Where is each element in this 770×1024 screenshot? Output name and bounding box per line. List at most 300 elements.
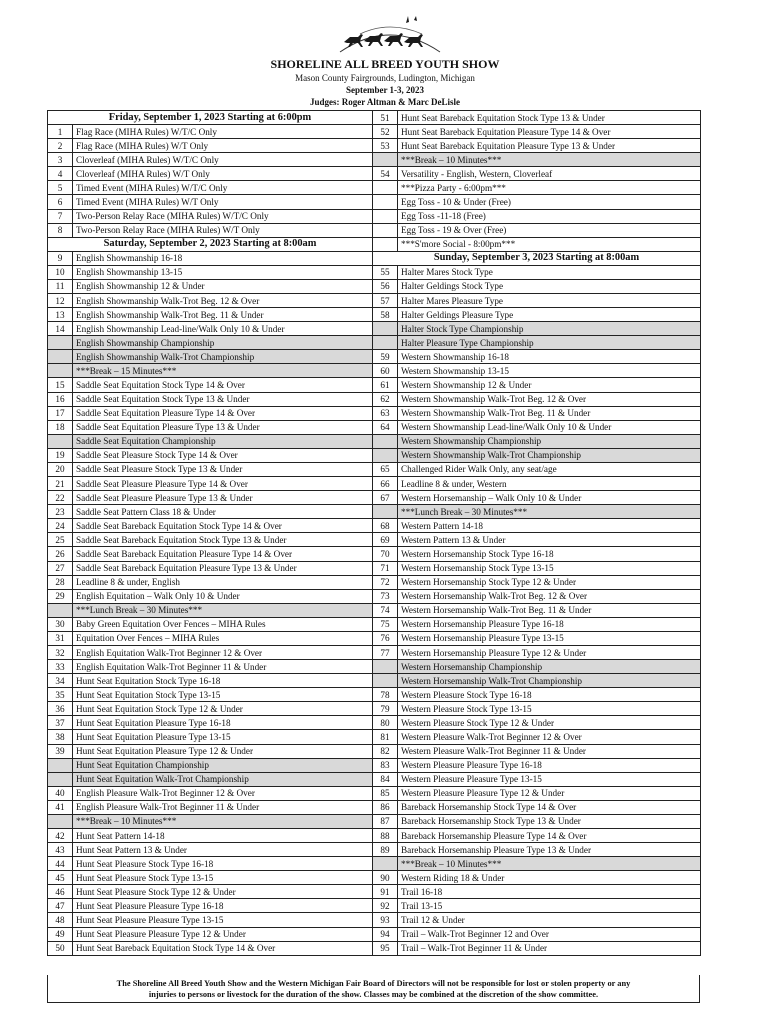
schedule-row bbox=[48, 111, 701, 125]
class-name: Trail – Walk-Trot Beginner 12 and Over bbox=[398, 927, 701, 941]
class-name: Hunt Seat Pleasure Pleasure Type 12 & Under bbox=[73, 927, 373, 941]
class-number: 66 bbox=[373, 477, 398, 491]
class-name: Western Pleasure Pleasure Type 16-18 bbox=[398, 758, 701, 772]
class-number: 48 bbox=[48, 913, 73, 927]
schedule-row bbox=[48, 392, 701, 406]
class-number: 88 bbox=[373, 828, 398, 842]
schedule-row bbox=[48, 308, 701, 322]
schedule-row bbox=[48, 167, 701, 181]
class-number: 32 bbox=[48, 645, 73, 659]
class-number: 49 bbox=[48, 927, 73, 941]
break-or-championship-label: English Showmanship Championship bbox=[73, 336, 373, 350]
class-number: 25 bbox=[48, 533, 73, 547]
schedule-row bbox=[48, 800, 701, 814]
class-number: 47 bbox=[48, 899, 73, 913]
class-name: Versatility - English, Western, Cloverleaf bbox=[398, 167, 701, 181]
class-name: Hunt Seat Pattern 14-18 bbox=[73, 828, 373, 842]
class-name: Bareback Horsemanship Pleasure Type 13 & Under bbox=[398, 843, 701, 857]
schedule-row bbox=[48, 519, 701, 533]
class-name: Hunt Seat Pleasure Pleasure Type 13-15 bbox=[73, 913, 373, 927]
class-number: 40 bbox=[48, 786, 73, 800]
class-name: Trail 12 & Under bbox=[398, 913, 701, 927]
class-number: 95 bbox=[373, 941, 398, 955]
class-name: Hunt Seat Pleasure Stock Type 16-18 bbox=[73, 857, 373, 871]
class-name: Saddle Seat Pleasure Pleasure Type 14 & Over bbox=[73, 477, 373, 491]
schedule-row bbox=[48, 505, 701, 519]
class-number: 21 bbox=[48, 477, 73, 491]
schedule-row bbox=[48, 533, 701, 547]
class-name: Trail 16-18 bbox=[398, 885, 701, 899]
class-name: Western Pattern 14-18 bbox=[398, 519, 701, 533]
class-number: 75 bbox=[373, 617, 398, 631]
class-number: 10 bbox=[48, 265, 73, 279]
class-name: Flag Race (MIHA Rules) W/T/C Only bbox=[73, 125, 373, 139]
class-number bbox=[373, 505, 398, 519]
class-name: Bareback Horsemanship Pleasure Type 14 & Over bbox=[398, 828, 701, 842]
class-name: Saddle Seat Pattern Class 18 & Under bbox=[73, 505, 373, 519]
schedule-row bbox=[48, 561, 701, 575]
class-number: 92 bbox=[373, 899, 398, 913]
class-name: Western Pleasure Stock Type 12 & Under bbox=[398, 716, 701, 730]
class-name: Western Showmanship Walk-Trot Beg. 11 & Under bbox=[398, 406, 701, 420]
schedule-row bbox=[48, 828, 701, 842]
class-number: 79 bbox=[373, 702, 398, 716]
class-name: Western Horsemanship Pleasure Type 12 & Under bbox=[398, 645, 701, 659]
class-number: 60 bbox=[373, 364, 398, 378]
class-name: Hunt Seat Bareback Equitation Stock Type 14 & Over bbox=[73, 941, 373, 955]
class-number: 74 bbox=[373, 603, 398, 617]
day-heading: Friday, September 1, 2023 Starting at 6:00pm bbox=[48, 111, 373, 125]
class-number: 16 bbox=[48, 392, 73, 406]
class-name: Hunt Seat Equitation Pleasure Type 13-15 bbox=[73, 730, 373, 744]
schedule-row bbox=[48, 899, 701, 913]
horses-running-logo bbox=[330, 12, 450, 56]
class-number: 50 bbox=[48, 941, 73, 955]
class-name: English Showmanship 12 & Under bbox=[73, 279, 373, 293]
class-number: 64 bbox=[373, 420, 398, 434]
schedule-row bbox=[48, 251, 701, 265]
class-number: 83 bbox=[373, 758, 398, 772]
class-number: 52 bbox=[373, 125, 398, 139]
class-number: 37 bbox=[48, 716, 73, 730]
class-name: Hunt Seat Equitation Pleasure Type 12 & Under bbox=[73, 744, 373, 758]
class-number: 2 bbox=[48, 139, 73, 153]
class-name: English Showmanship Walk-Trot Beg. 11 & Under bbox=[73, 308, 373, 322]
class-number bbox=[373, 181, 398, 195]
break-or-championship-label: English Showmanship Walk-Trot Championship bbox=[73, 350, 373, 364]
class-name: English Pleasure Walk-Trot Beginner 12 & Over bbox=[73, 786, 373, 800]
class-name: Western Pattern 13 & Under bbox=[398, 533, 701, 547]
class-name: Flag Race (MIHA Rules) W/T Only bbox=[73, 139, 373, 153]
show-venue: Mason County Fairgrounds, Ludington, Michigan bbox=[295, 73, 475, 83]
class-name: Saddle Seat Equitation Pleasure Type 13 & Under bbox=[73, 420, 373, 434]
class-number: 15 bbox=[48, 378, 73, 392]
class-name: Bareback Horsemanship Stock Type 14 & Over bbox=[398, 800, 701, 814]
class-name: Western Pleasure Stock Type 16-18 bbox=[398, 688, 701, 702]
class-number bbox=[373, 674, 398, 688]
class-name: ***Pizza Party - 6:00pm*** bbox=[398, 181, 701, 195]
class-name: Hunt Seat Equitation Pleasure Type 16-18 bbox=[73, 716, 373, 730]
class-number: 59 bbox=[373, 350, 398, 364]
break-or-championship-label: ***Break – 10 Minutes*** bbox=[73, 814, 373, 828]
schedule-row bbox=[48, 491, 701, 505]
schedule-row bbox=[48, 462, 701, 476]
class-name: Hunt Seat Pattern 13 & Under bbox=[73, 843, 373, 857]
show-title: SHORELINE ALL BREED YOUTH SHOW bbox=[270, 57, 500, 71]
class-number bbox=[373, 660, 398, 674]
class-name: English Equitation Walk-Trot Beginner 11 & Under bbox=[73, 660, 373, 674]
schedule-row bbox=[48, 814, 701, 828]
schedule-row bbox=[48, 589, 701, 603]
class-number: 14 bbox=[48, 322, 73, 336]
class-number: 63 bbox=[373, 406, 398, 420]
class-name: Cloverleaf (MIHA Rules) W/T/C Only bbox=[73, 153, 373, 167]
class-name: Two-Person Relay Race (MIHA Rules) W/T/C Only bbox=[73, 209, 373, 223]
schedule-row bbox=[48, 223, 701, 237]
schedule-row bbox=[48, 195, 701, 209]
class-number: 43 bbox=[48, 843, 73, 857]
class-number: 51 bbox=[373, 111, 398, 125]
class-number: 9 bbox=[48, 251, 73, 265]
class-name: Western Horsemanship Pleasure Type 13-15 bbox=[398, 631, 701, 645]
class-name: Halter Geldings Stock Type bbox=[398, 279, 701, 293]
class-name: Hunt Seat Pleasure Pleasure Type 16-18 bbox=[73, 899, 373, 913]
class-number: 33 bbox=[48, 660, 73, 674]
class-number: 26 bbox=[48, 547, 73, 561]
class-number: 22 bbox=[48, 491, 73, 505]
class-number: 81 bbox=[373, 730, 398, 744]
class-number bbox=[373, 153, 398, 167]
schedule-row bbox=[48, 786, 701, 800]
class-number: 68 bbox=[373, 519, 398, 533]
class-name: Bareback Horsemanship Stock Type 13 & Under bbox=[398, 814, 701, 828]
class-number: 13 bbox=[48, 308, 73, 322]
class-name: Saddle Seat Bareback Equitation Stock Type 14 & Over bbox=[73, 519, 373, 533]
schedule-body bbox=[48, 111, 701, 956]
class-name: Hunt Seat Pleasure Stock Type 13-15 bbox=[73, 871, 373, 885]
class-name: English Equitation – Walk Only 10 & Under bbox=[73, 589, 373, 603]
class-name: Hunt Seat Bareback Equitation Stock Type 13 & Under bbox=[398, 111, 701, 125]
schedule-row bbox=[48, 294, 701, 308]
class-name: Timed Event (MIHA Rules) W/T Only bbox=[73, 195, 373, 209]
schedule-row bbox=[48, 758, 701, 772]
class-number: 12 bbox=[48, 294, 73, 308]
class-number: 30 bbox=[48, 617, 73, 631]
class-number: 65 bbox=[373, 462, 398, 476]
break-or-championship-label: ***Break – 10 Minutes*** bbox=[398, 153, 701, 167]
class-name: Western Pleasure Walk-Trot Beginner 11 & Under bbox=[398, 744, 701, 758]
class-number bbox=[373, 336, 398, 350]
show-judges: Judges: Roger Altman & Marc DeLisle bbox=[310, 97, 460, 107]
schedule-row bbox=[48, 477, 701, 491]
class-name: English Showmanship Walk-Trot Beg. 12 & Over bbox=[73, 294, 373, 308]
class-number: 18 bbox=[48, 420, 73, 434]
class-number bbox=[373, 209, 398, 223]
class-name: Western Pleasure Pleasure Type 13-15 bbox=[398, 772, 701, 786]
class-number: 93 bbox=[373, 913, 398, 927]
class-number: 38 bbox=[48, 730, 73, 744]
class-number: 90 bbox=[373, 871, 398, 885]
schedule-row bbox=[48, 702, 701, 716]
schedule-row bbox=[48, 547, 701, 561]
class-name: Western Showmanship 16-18 bbox=[398, 350, 701, 364]
schedule-row bbox=[48, 941, 701, 955]
schedule-row bbox=[48, 674, 701, 688]
schedule-row bbox=[48, 139, 701, 153]
class-name: Timed Event (MIHA Rules) W/T/C Only bbox=[73, 181, 373, 195]
class-name: Hunt Seat Pleasure Stock Type 12 & Under bbox=[73, 885, 373, 899]
class-number: 46 bbox=[48, 885, 73, 899]
class-name: Halter Geldings Pleasure Type bbox=[398, 308, 701, 322]
class-name: English Showmanship 16-18 bbox=[73, 251, 373, 265]
schedule-row bbox=[48, 871, 701, 885]
class-name: Equitation Over Fences – MIHA Rules bbox=[73, 631, 373, 645]
class-number bbox=[373, 434, 398, 448]
class-name: Saddle Seat Equitation Stock Type 13 & Under bbox=[73, 392, 373, 406]
class-number: 44 bbox=[48, 857, 73, 871]
break-or-championship-label: Hunt Seat Equitation Walk-Trot Championship bbox=[73, 772, 373, 786]
class-number: 54 bbox=[373, 167, 398, 181]
class-number bbox=[48, 772, 73, 786]
class-number bbox=[373, 448, 398, 462]
class-name: Halter Mares Pleasure Type bbox=[398, 294, 701, 308]
class-name: Western Riding 18 & Under bbox=[398, 871, 701, 885]
class-number: 31 bbox=[48, 631, 73, 645]
class-name: Saddle Seat Pleasure Stock Type 13 & Under bbox=[73, 462, 373, 476]
class-name: Challenged Rider Walk Only, any seat/age bbox=[398, 462, 701, 476]
class-schedule-table bbox=[47, 110, 701, 956]
class-number: 73 bbox=[373, 589, 398, 603]
schedule-row bbox=[48, 688, 701, 702]
class-number bbox=[373, 195, 398, 209]
class-name: Western Horsemanship Stock Type 12 & Under bbox=[398, 575, 701, 589]
class-number: 41 bbox=[48, 800, 73, 814]
class-number: 7 bbox=[48, 209, 73, 223]
class-number: 77 bbox=[373, 645, 398, 659]
class-number: 76 bbox=[373, 631, 398, 645]
class-number: 91 bbox=[373, 885, 398, 899]
class-number: 82 bbox=[373, 744, 398, 758]
class-name: English Showmanship Lead-line/Walk Only 10 & Under bbox=[73, 322, 373, 336]
class-number: 5 bbox=[48, 181, 73, 195]
class-number bbox=[48, 434, 73, 448]
class-number: 57 bbox=[373, 294, 398, 308]
class-name: Egg Toss - 19 & Over (Free) bbox=[398, 223, 701, 237]
class-number: 42 bbox=[48, 828, 73, 842]
class-number: 61 bbox=[373, 378, 398, 392]
class-number: 19 bbox=[48, 448, 73, 462]
class-number: 4 bbox=[48, 167, 73, 181]
class-name: Halter Mares Stock Type bbox=[398, 265, 701, 279]
break-or-championship-label: ***Break – 10 Minutes*** bbox=[398, 857, 701, 871]
disclaimer-line-1: The Shoreline All Breed Youth Show and the Western Michigan Fair Board of Directors will not be responsible for lost or stolen property or any bbox=[116, 979, 631, 988]
schedule-row bbox=[48, 350, 701, 364]
schedule-row bbox=[48, 420, 701, 434]
disclaimer-line-2: injuries to persons or livestock for the duration of the show. Classes may be combined at the discretion of the show committee. bbox=[148, 990, 599, 999]
class-name: Western Showmanship 12 & Under bbox=[398, 378, 701, 392]
class-number: 27 bbox=[48, 561, 73, 575]
schedule-row bbox=[48, 448, 701, 462]
schedule-row bbox=[48, 913, 701, 927]
break-or-championship-label: Western Showmanship Championship bbox=[398, 434, 701, 448]
class-name: Hunt Seat Equitation Stock Type 16-18 bbox=[73, 674, 373, 688]
class-number: 80 bbox=[373, 716, 398, 730]
class-number: 69 bbox=[373, 533, 398, 547]
break-or-championship-label: Halter Stock Type Championship bbox=[398, 322, 701, 336]
break-or-championship-label: ***Lunch Break – 30 Minutes*** bbox=[73, 603, 373, 617]
class-name: ***S'more Social - 8:00pm*** bbox=[398, 237, 701, 251]
class-name: Western Showmanship Walk-Trot Beg. 12 & Over bbox=[398, 392, 701, 406]
class-name: Western Horsemanship Stock Type 16-18 bbox=[398, 547, 701, 561]
class-number: 34 bbox=[48, 674, 73, 688]
class-name: Cloverleaf (MIHA Rules) W/T Only bbox=[73, 167, 373, 181]
schedule-row bbox=[48, 237, 701, 251]
class-number: 71 bbox=[373, 561, 398, 575]
class-number: 39 bbox=[48, 744, 73, 758]
class-number: 23 bbox=[48, 505, 73, 519]
class-number bbox=[48, 350, 73, 364]
class-name: Baby Green Equitation Over Fences – MIHA Rules bbox=[73, 617, 373, 631]
schedule-row bbox=[48, 660, 701, 674]
class-name: Western Pleasure Walk-Trot Beginner 12 & Over bbox=[398, 730, 701, 744]
class-number: 1 bbox=[48, 125, 73, 139]
class-number: 24 bbox=[48, 519, 73, 533]
schedule-row bbox=[48, 744, 701, 758]
schedule-row bbox=[48, 730, 701, 744]
schedule-row bbox=[48, 364, 701, 378]
schedule-row bbox=[48, 575, 701, 589]
break-or-championship-label: Western Horsemanship Walk-Trot Championship bbox=[398, 674, 701, 688]
class-name: Western Horsemanship Walk-Trot Beg. 11 & Under bbox=[398, 603, 701, 617]
schedule-row bbox=[48, 336, 701, 350]
schedule-row bbox=[48, 322, 701, 336]
class-number bbox=[373, 237, 398, 251]
class-number: 86 bbox=[373, 800, 398, 814]
schedule-row bbox=[48, 927, 701, 941]
class-number: 70 bbox=[373, 547, 398, 561]
break-or-championship-label: Hunt Seat Equitation Championship bbox=[73, 758, 373, 772]
class-number: 87 bbox=[373, 814, 398, 828]
class-number bbox=[48, 336, 73, 350]
class-name: Western Pleasure Stock Type 13-15 bbox=[398, 702, 701, 716]
class-name: Trail 13-15 bbox=[398, 899, 701, 913]
class-number: 55 bbox=[373, 265, 398, 279]
schedule-row bbox=[48, 125, 701, 139]
class-number: 84 bbox=[373, 772, 398, 786]
class-name: Hunt Seat Equitation Stock Type 13-15 bbox=[73, 688, 373, 702]
schedule-row bbox=[48, 153, 701, 167]
class-number: 28 bbox=[48, 575, 73, 589]
class-name: Western Horsemanship – Walk Only 10 & Under bbox=[398, 491, 701, 505]
class-number: 67 bbox=[373, 491, 398, 505]
schedule-row bbox=[48, 378, 701, 392]
class-number: 56 bbox=[373, 279, 398, 293]
class-name: Egg Toss -11-18 (Free) bbox=[398, 209, 701, 223]
schedule-row bbox=[48, 181, 701, 195]
schedule-row bbox=[48, 434, 701, 448]
break-or-championship-label: ***Break – 15 Minutes*** bbox=[73, 364, 373, 378]
class-name: Western Showmanship Lead-line/Walk Only 10 & Under bbox=[398, 420, 701, 434]
class-name: English Pleasure Walk-Trot Beginner 11 & Under bbox=[73, 800, 373, 814]
disclaimer-footer bbox=[47, 975, 700, 1003]
schedule-row bbox=[48, 857, 701, 871]
class-name: Saddle Seat Equitation Stock Type 14 & Over bbox=[73, 378, 373, 392]
show-dates: September 1-3, 2023 bbox=[345, 85, 425, 95]
class-name: Leadline 8 & under, English bbox=[73, 575, 373, 589]
class-number: 94 bbox=[373, 927, 398, 941]
schedule-row bbox=[48, 772, 701, 786]
break-or-championship-label: Halter Pleasure Type Championship bbox=[398, 336, 701, 350]
class-number bbox=[48, 603, 73, 617]
class-number: 3 bbox=[48, 153, 73, 167]
class-number bbox=[48, 758, 73, 772]
class-number bbox=[48, 814, 73, 828]
class-name: Saddle Seat Equitation Pleasure Type 14 & Over bbox=[73, 406, 373, 420]
class-number: 35 bbox=[48, 688, 73, 702]
class-name: Leadline 8 & under, Western bbox=[398, 477, 701, 491]
schedule-row bbox=[48, 716, 701, 730]
schedule-row bbox=[48, 209, 701, 223]
class-number: 45 bbox=[48, 871, 73, 885]
class-name: Trail – Walk-Trot Beginner 11 & Under bbox=[398, 941, 701, 955]
schedule-row bbox=[48, 631, 701, 645]
class-name: Saddle Seat Bareback Equitation Pleasure Type 14 & Over bbox=[73, 547, 373, 561]
schedule-row bbox=[48, 885, 701, 899]
schedule-row bbox=[48, 603, 701, 617]
class-number: 85 bbox=[373, 786, 398, 800]
class-number: 36 bbox=[48, 702, 73, 716]
schedule-row bbox=[48, 279, 701, 293]
class-number: 53 bbox=[373, 139, 398, 153]
class-name: Hunt Seat Bareback Equitation Pleasure Type 13 & Under bbox=[398, 139, 701, 153]
class-number: 6 bbox=[48, 195, 73, 209]
class-name: Two-Person Relay Race (MIHA Rules) W/T Only bbox=[73, 223, 373, 237]
schedule-row bbox=[48, 645, 701, 659]
class-name: Western Pleasure Pleasure Type 12 & Under bbox=[398, 786, 701, 800]
day-heading: Saturday, September 2, 2023 Starting at 8:00am bbox=[48, 237, 373, 251]
schedule-row bbox=[48, 843, 701, 857]
class-number: 29 bbox=[48, 589, 73, 603]
class-number: 17 bbox=[48, 406, 73, 420]
class-name: Western Horsemanship Stock Type 13-15 bbox=[398, 561, 701, 575]
class-name: Hunt Seat Equitation Stock Type 12 & Under bbox=[73, 702, 373, 716]
break-or-championship-label: Western Horsemanship Championship bbox=[398, 660, 701, 674]
class-number: 58 bbox=[373, 308, 398, 322]
class-name: English Showmanship 13-15 bbox=[73, 265, 373, 279]
schedule-row bbox=[48, 406, 701, 420]
break-or-championship-label: Saddle Seat Equitation Championship bbox=[73, 434, 373, 448]
day-heading: Sunday, September 3, 2023 Starting at 8:00am bbox=[373, 251, 701, 265]
class-number: 89 bbox=[373, 843, 398, 857]
schedule-row bbox=[48, 265, 701, 279]
class-number: 78 bbox=[373, 688, 398, 702]
class-number bbox=[48, 364, 73, 378]
class-number: 62 bbox=[373, 392, 398, 406]
class-name: Egg Toss - 10 & Under (Free) bbox=[398, 195, 701, 209]
class-number bbox=[373, 322, 398, 336]
class-number: 20 bbox=[48, 462, 73, 476]
break-or-championship-label: ***Lunch Break – 30 Minutes*** bbox=[398, 505, 701, 519]
class-name: Hunt Seat Bareback Equitation Pleasure Type 14 & Over bbox=[398, 125, 701, 139]
class-name: English Equitation Walk-Trot Beginner 12 & Over bbox=[73, 645, 373, 659]
class-name: Western Horsemanship Pleasure Type 16-18 bbox=[398, 617, 701, 631]
class-name: Saddle Seat Pleasure Pleasure Type 13 & Under bbox=[73, 491, 373, 505]
class-number: 11 bbox=[48, 279, 73, 293]
class-number bbox=[373, 223, 398, 237]
class-number: 72 bbox=[373, 575, 398, 589]
schedule-row bbox=[48, 617, 701, 631]
break-or-championship-label: Western Showmanship Walk-Trot Championship bbox=[398, 448, 701, 462]
